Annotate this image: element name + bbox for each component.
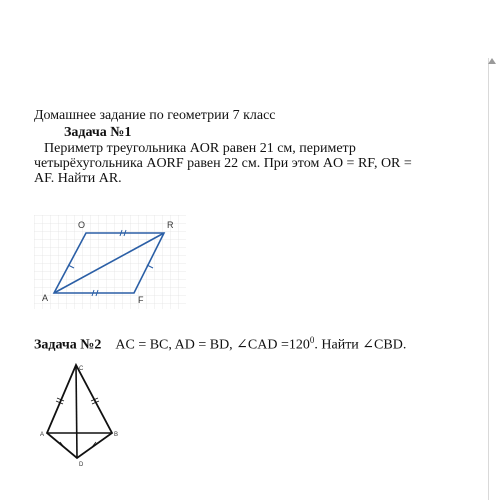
task1-text-line3: AF. Найти AR.: [34, 171, 122, 186]
task2-line: [34, 332, 406, 354]
task1-text-line1: Периметр треугольника AOR равен 21 см, периметр: [44, 141, 356, 156]
scroll-up-arrow-icon[interactable]: [488, 58, 496, 64]
kite-outline: [47, 365, 112, 458]
label-d: D: [79, 462, 84, 468]
label-b: B: [114, 432, 119, 438]
task1-heading: Задача №1: [64, 125, 132, 140]
label-r: R: [167, 220, 174, 230]
figure-aorf-parallelogram: [34, 215, 186, 309]
scrollbar-track[interactable]: [488, 58, 489, 500]
task1-text-line2: четырёхугольника AORF равен 22 см. При этом AO = RF, OR =: [34, 156, 412, 171]
label-a: A: [42, 293, 49, 303]
task2-heading: Задача №2: [34, 337, 102, 353]
label-o: O: [78, 220, 86, 230]
diagonal-cd: [76, 365, 77, 458]
figure-acbd-kite: [38, 360, 122, 470]
label-f: F: [138, 295, 144, 305]
homework-title: Домашнее задание по геометрии 7 класс: [34, 108, 276, 123]
label-a2: A: [40, 432, 45, 438]
label-c: C: [79, 366, 84, 372]
task2-condition: AC = BC, AD = BD, ∠CAD =120: [115, 337, 310, 353]
task2-question: . Найти ∠CBD.: [314, 337, 407, 353]
task2-degree: 0: [309, 335, 315, 345]
